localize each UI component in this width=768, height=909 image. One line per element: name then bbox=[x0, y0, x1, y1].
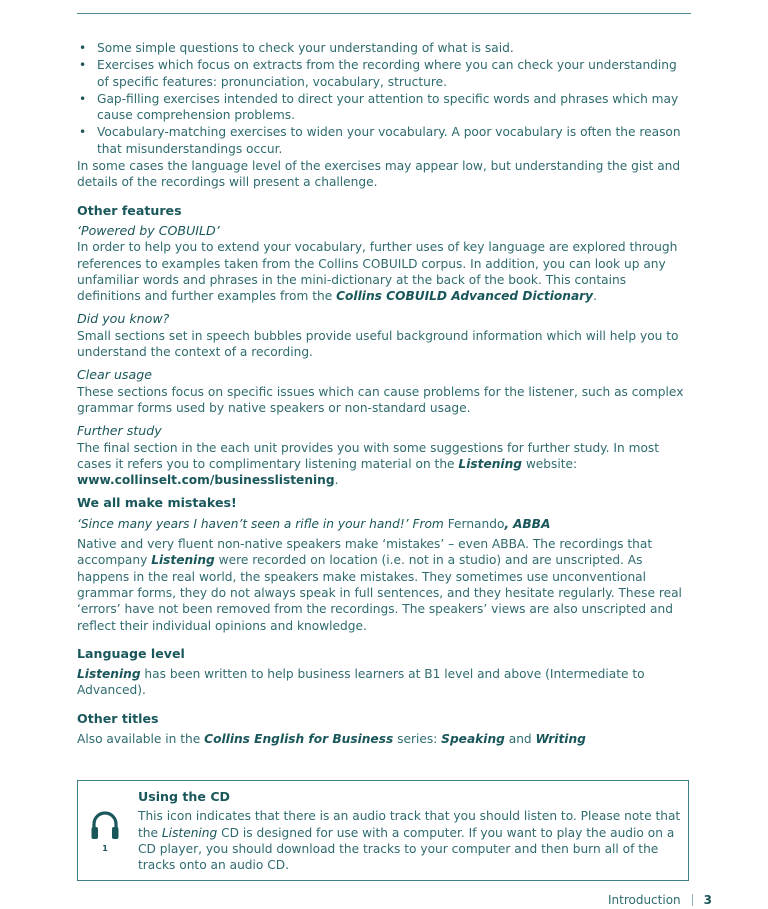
cobuild-end: . bbox=[593, 289, 597, 304]
further-study-end: . bbox=[334, 473, 339, 488]
cd-text: This icon indicates that there is an audio track that you should listen to. Please note that the bbox=[138, 809, 681, 840]
clear-usage-text: These sections focus on specific issues which can cause problems for the listener, such as complex grammar forms used by native speakers or non-standard usage. bbox=[77, 384, 684, 415]
website-link[interactable]: www.collinselt.com/businesslistening bbox=[77, 473, 335, 488]
language-level-heading: Language level bbox=[77, 645, 185, 661]
spacer bbox=[77, 360, 691, 367]
cobuild-text: In order to help you to extend your vocabulary, further uses of key language are explored through references to examples taken from the Collins COBUILD corpus. In addition, you can look up any unfamiliar words and phrases in the mini-dictionary at the back of the book. This contains definitions and further examples from the bbox=[77, 240, 678, 304]
series-word: series: bbox=[397, 731, 438, 746]
track-number: 1 bbox=[102, 844, 108, 853]
language-level-text: has been written to help business learners at B1 level and above (Intermediate to Advanced). bbox=[77, 667, 645, 698]
cobuild-paragraph bbox=[77, 239, 691, 304]
spacer bbox=[77, 304, 691, 311]
listening-title: Listening bbox=[151, 553, 215, 568]
exercise-list bbox=[77, 40, 691, 157]
intro-paragraph: In some cases the language level of the exercises may appear low, but understanding the gist and details of the recordings will present a challenge. bbox=[77, 159, 681, 190]
list-item: • Vocabulary-matching exercises to widen your vocabulary. A poor vocabulary is often the reason that misunderstandings occur. bbox=[77, 124, 691, 157]
spacer bbox=[77, 699, 691, 711]
spacer bbox=[77, 191, 691, 203]
other-titles-text: Also available in the bbox=[77, 731, 201, 746]
quote-text: ‘Since many years I haven’t seen a rifle in your hand!’ From bbox=[77, 516, 444, 531]
footer-section: Introduction bbox=[607, 893, 681, 907]
quote-band: ABBA bbox=[512, 516, 551, 531]
and-word: and bbox=[508, 731, 532, 746]
cobuild-book-title: Collins COBUILD Advanced Dictionary bbox=[336, 289, 594, 304]
further-study-paragraph bbox=[77, 440, 691, 489]
further-study-title: Further study bbox=[77, 423, 162, 439]
page-content bbox=[77, 40, 691, 747]
book-speaking: Speaking bbox=[441, 731, 505, 746]
list-item: • Some simple questions to check your understanding of what is said. bbox=[77, 40, 691, 56]
cd-text-block bbox=[138, 789, 683, 873]
spacer bbox=[77, 634, 691, 646]
other-features-heading: Other features bbox=[77, 202, 182, 218]
mistakes-heading: We all make mistakes! bbox=[77, 495, 237, 511]
cobuild-title: ‘Powered by COBUILD’ bbox=[77, 222, 220, 238]
using-the-cd-box bbox=[77, 780, 689, 881]
cd-listening-title: Listening bbox=[161, 825, 218, 840]
page-number: 3 bbox=[703, 893, 712, 907]
other-titles-heading: Other titles bbox=[77, 710, 159, 726]
headphones-icon bbox=[90, 809, 120, 843]
further-study-text: The final section in the each unit provides you with some suggestions for further study. In most cases it refers you to complimentary listening material on the bbox=[77, 440, 660, 471]
top-rule bbox=[77, 13, 691, 14]
mistakes-text: Native and very fluent non-native speakers make ‘mistakes’ – even ABBA. The recordings that accompany bbox=[77, 537, 653, 568]
list-item: • Gap-filling exercises intended to direct your attention to specific words and phrases which may cause comprehension problems. bbox=[77, 91, 691, 124]
book-writing: Writing bbox=[535, 731, 586, 746]
list-item: • Exercises which focus on extracts from the recording where you can check your understanding of specific features: pronunciation, vocabulary, structure. bbox=[77, 57, 691, 90]
language-level-paragraph bbox=[77, 666, 691, 699]
mistakes-text-rest: were recorded on location (i.e. not in a studio) and are unscripted. As happens in the real world, the speakers make mistakes. They sometimes use unconventional grammar forms, they do not always speak in full sentences, and they hesitate regularly. These real ‘errors’ have not been removed from the recordings. The speakers’ views are also unscripted and reflect their individual opinions and knowledge. bbox=[77, 553, 682, 633]
mistakes-paragraph bbox=[77, 536, 691, 634]
spacer bbox=[77, 488, 691, 495]
clear-usage-title: Clear usage bbox=[77, 367, 152, 383]
other-titles-paragraph bbox=[77, 731, 691, 747]
did-you-know-title: Did you know? bbox=[77, 311, 170, 327]
series-title: Collins English for Business bbox=[204, 731, 394, 746]
using-cd-heading: Using the CD bbox=[138, 789, 231, 804]
page-footer bbox=[608, 893, 712, 907]
footer-divider bbox=[692, 894, 693, 906]
quote-comma: , bbox=[504, 516, 510, 531]
language-level-title: Listening bbox=[77, 667, 141, 682]
mistakes-quote bbox=[77, 516, 691, 532]
cd-paragraph bbox=[138, 808, 683, 873]
cd-text-2: CD is designed for use with a computer. If you want to play the audio on a CD player, you should download the tracks to your computer and then burn all of the tracks onto an audio CD. bbox=[138, 825, 675, 873]
listening-site-name: Listening bbox=[458, 456, 522, 471]
spacer bbox=[77, 416, 691, 423]
did-you-know-text: Small sections set in speech bubbles provide useful background information which will help you to understand the context of a recording. bbox=[77, 328, 679, 360]
quote-song: Fernando bbox=[447, 516, 505, 531]
further-study-text-2: website: bbox=[525, 456, 578, 471]
